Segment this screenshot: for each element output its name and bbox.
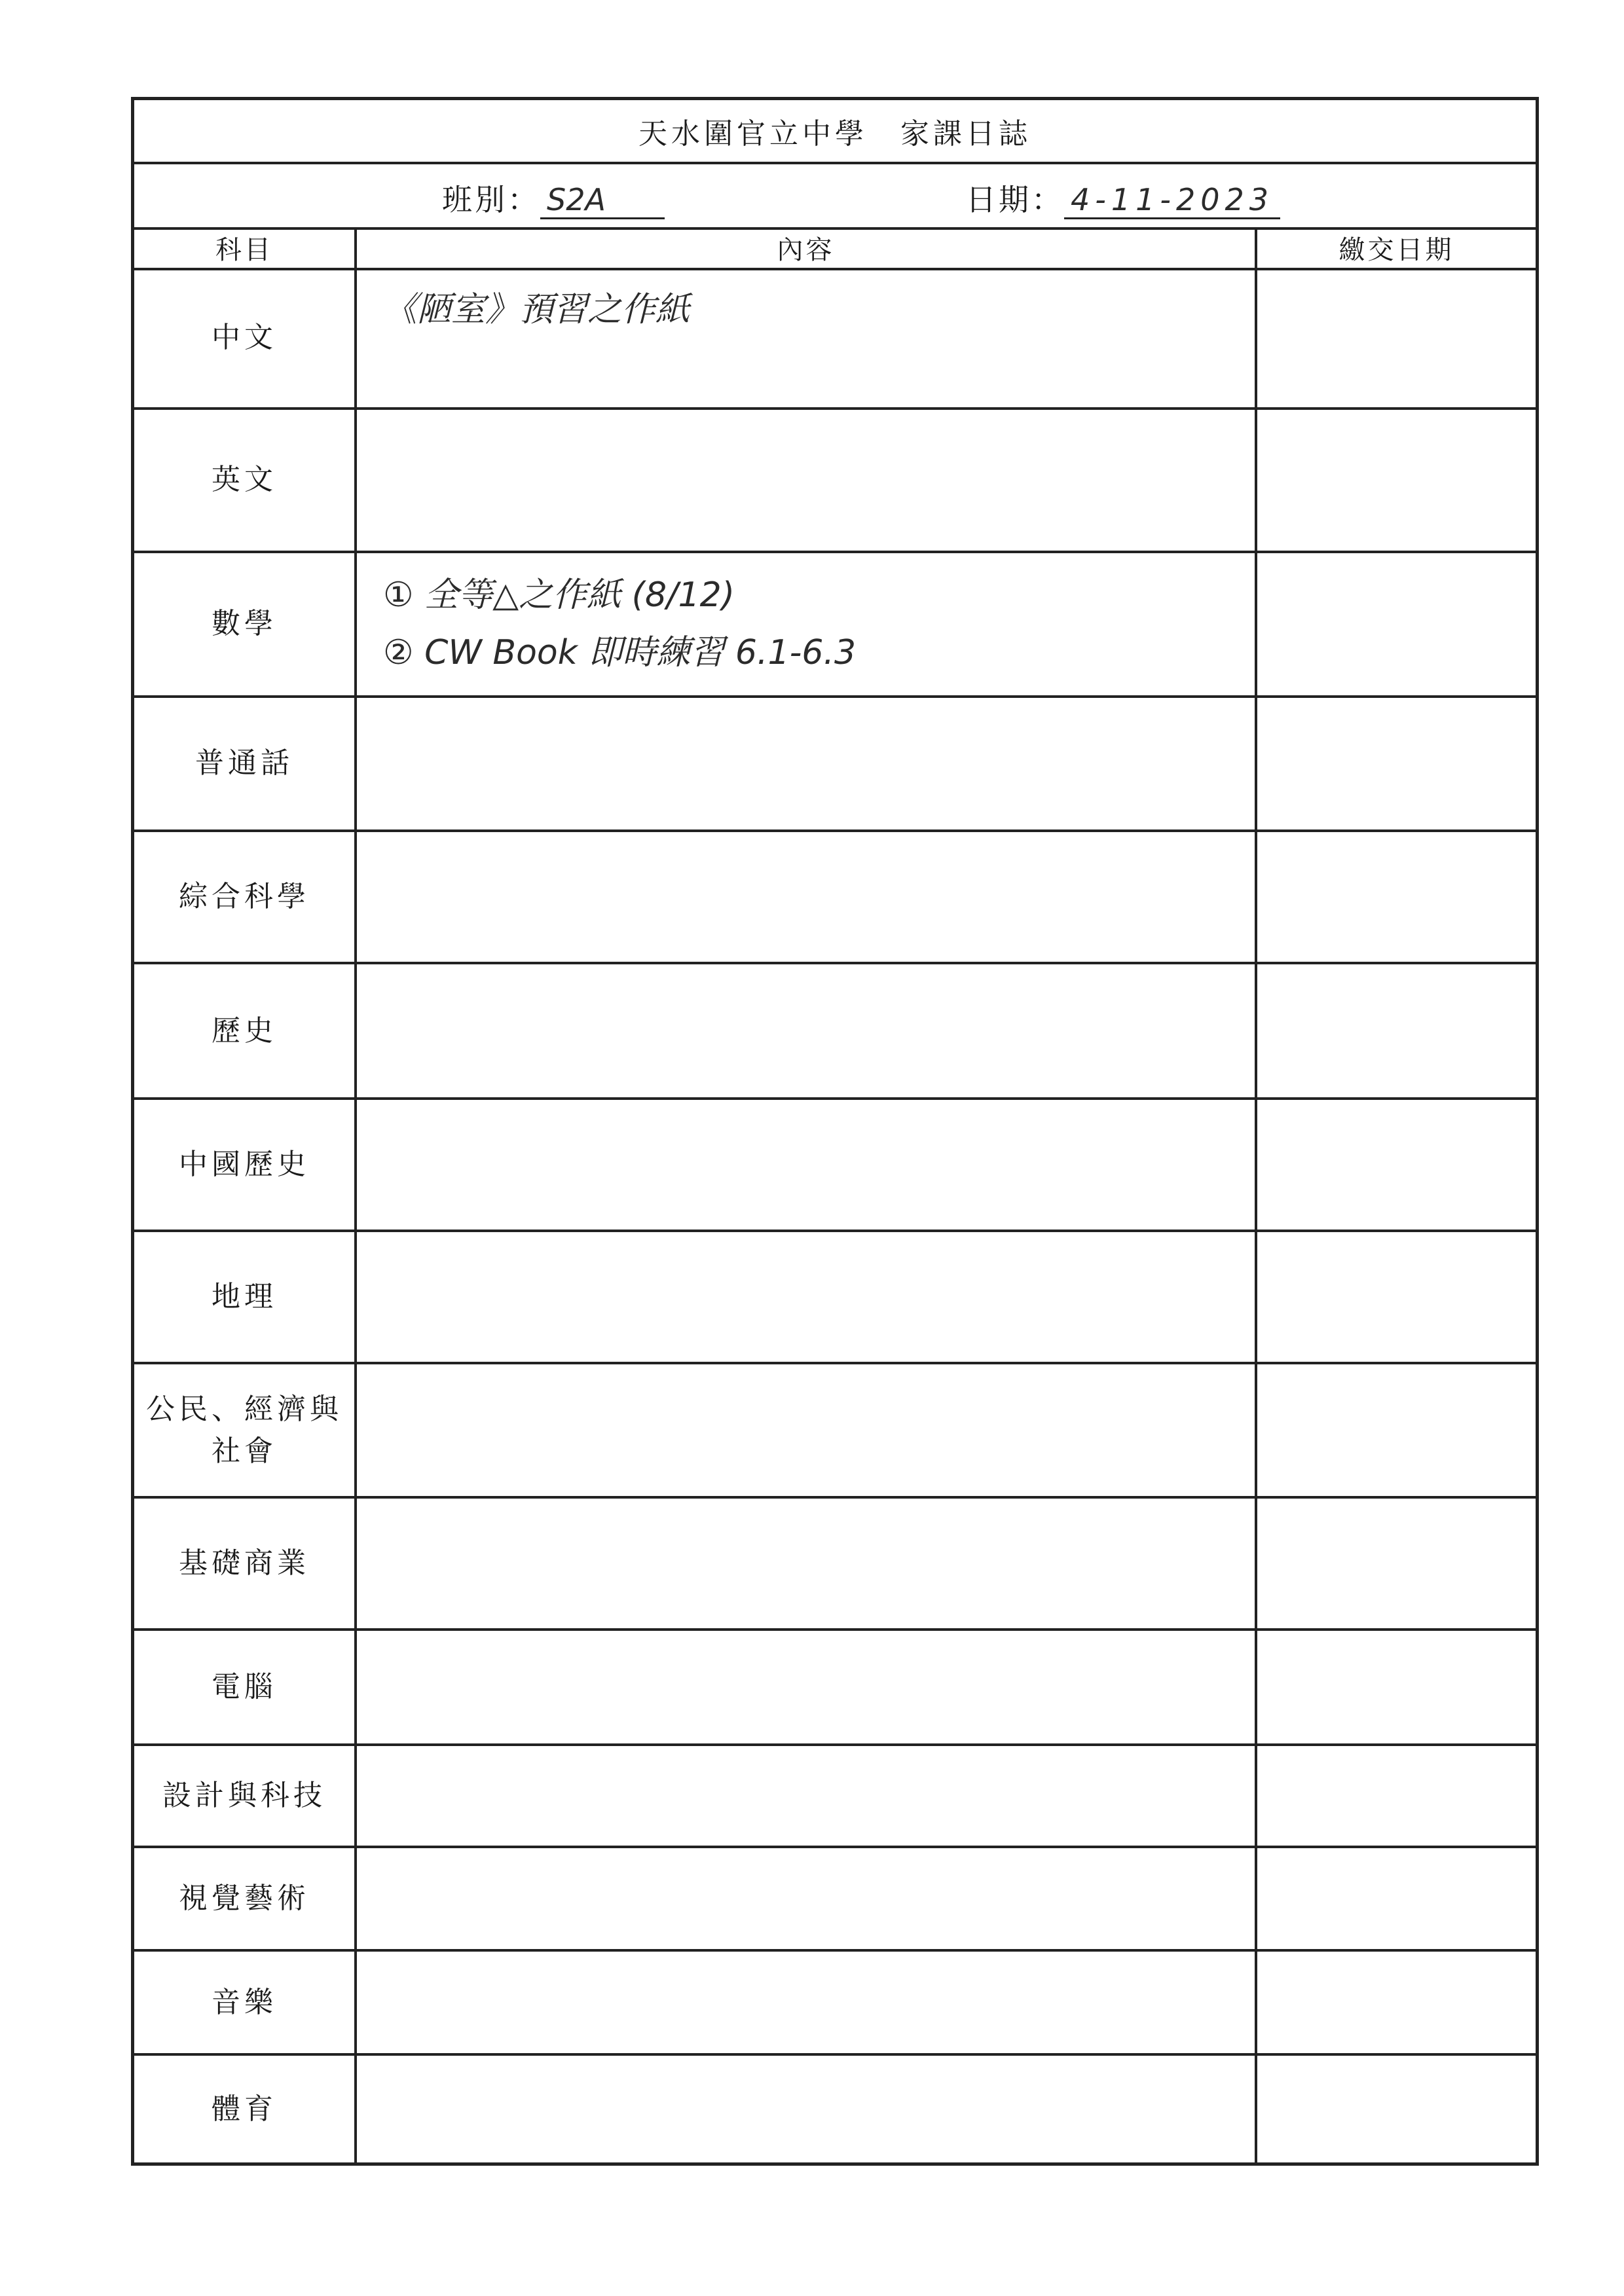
- table-row: [134, 1232, 1536, 1364]
- meta-row: [134, 162, 1536, 230]
- homework-entry: 《陋室》預習之作紙: [383, 290, 690, 329]
- table-row: [134, 1364, 1536, 1499]
- date-field: [966, 176, 1280, 219]
- content-cell: [357, 410, 1257, 551]
- date-label: 日期：: [966, 182, 1064, 217]
- content-cell: [357, 1232, 1257, 1362]
- content-cell: [357, 553, 1257, 695]
- table-row: [134, 1746, 1536, 1848]
- content-cell: [357, 832, 1257, 962]
- subject-cell: 視覺藝術: [134, 1848, 357, 1949]
- subject-cell: 公民、經濟與社會: [134, 1364, 357, 1496]
- header-due-date: 繳交日期: [1338, 234, 1454, 265]
- table-body: [134, 268, 1536, 2162]
- due-date-cell: [1257, 1631, 1536, 1743]
- due-date-cell: [1257, 1746, 1536, 1846]
- due-date-cell: [1257, 1952, 1536, 2054]
- subject-cell: 英文: [134, 410, 357, 551]
- content-cell: [357, 1631, 1257, 1743]
- content-cell: [357, 1848, 1257, 1949]
- class-value: S2A: [540, 182, 665, 219]
- content-cell: [357, 1746, 1257, 1846]
- header-subject: 科目: [134, 227, 357, 268]
- due-date-cell: [1257, 1232, 1536, 1362]
- table-row: [134, 268, 1536, 410]
- table-row: [134, 1631, 1536, 1746]
- header-content: 內容: [357, 227, 1257, 268]
- subject-cell: 基礎商業: [134, 1499, 357, 1628]
- table-header: [134, 227, 1536, 270]
- content-cell: [357, 1499, 1257, 1628]
- class-field: [442, 176, 665, 219]
- content-cell: [357, 1952, 1257, 2054]
- date-value: 4-11-2023: [1064, 182, 1280, 219]
- class-label: 班別：: [442, 182, 540, 217]
- content-cell: [357, 698, 1257, 829]
- table-row: [134, 2056, 1536, 2162]
- content-cell: [357, 964, 1257, 1097]
- due-date-cell: [1257, 964, 1536, 1097]
- due-date-cell: [1257, 553, 1536, 695]
- subject-cell: 歷史: [134, 964, 357, 1097]
- due-date-cell: [1257, 268, 1536, 407]
- content-cell: [357, 1100, 1257, 1230]
- due-date-cell: [1257, 1848, 1536, 1949]
- subject-cell: 設計與科技: [134, 1746, 357, 1846]
- due-date-cell: [1257, 2056, 1536, 2162]
- subject-cell: 音樂: [134, 1952, 357, 2054]
- table-row: [134, 832, 1536, 964]
- content-cell: [357, 2056, 1257, 2162]
- table-row: [134, 410, 1536, 553]
- subject-cell: 地理: [134, 1232, 357, 1362]
- due-date-cell: [1257, 410, 1536, 551]
- subject-cell: 中文: [134, 268, 357, 407]
- table-row: [134, 1848, 1536, 1952]
- subject-cell: 中國歷史: [134, 1100, 357, 1230]
- content-cell: [357, 268, 1257, 407]
- due-date-cell: [1257, 1364, 1536, 1496]
- page-title: 天水圍官立中學 家課日誌: [134, 100, 1536, 164]
- table-row: [134, 1100, 1536, 1232]
- homework-entry: ② CW Book 即時練習 6.1-6.3: [383, 633, 857, 673]
- table-row: [134, 698, 1536, 832]
- homework-entry: ① 全等△之作紙 (8/12): [383, 575, 735, 615]
- table-row: [134, 964, 1536, 1100]
- table-row: [134, 1499, 1536, 1631]
- content-cell: [357, 1364, 1257, 1496]
- due-date-cell: [1257, 1499, 1536, 1628]
- due-date-cell: [1257, 1100, 1536, 1230]
- due-date-cell: [1257, 698, 1536, 829]
- due-date-cell: [1257, 832, 1536, 962]
- subject-cell: 體育: [134, 2056, 357, 2162]
- subject-cell: 數學: [134, 553, 357, 695]
- subject-cell: 電腦: [134, 1631, 357, 1743]
- subject-cell: 綜合科學: [134, 832, 357, 962]
- table-row: [134, 1952, 1536, 2056]
- table-row: [134, 553, 1536, 698]
- subject-cell: 普通話: [134, 698, 357, 829]
- homework-diary-sheet: [131, 97, 1539, 2166]
